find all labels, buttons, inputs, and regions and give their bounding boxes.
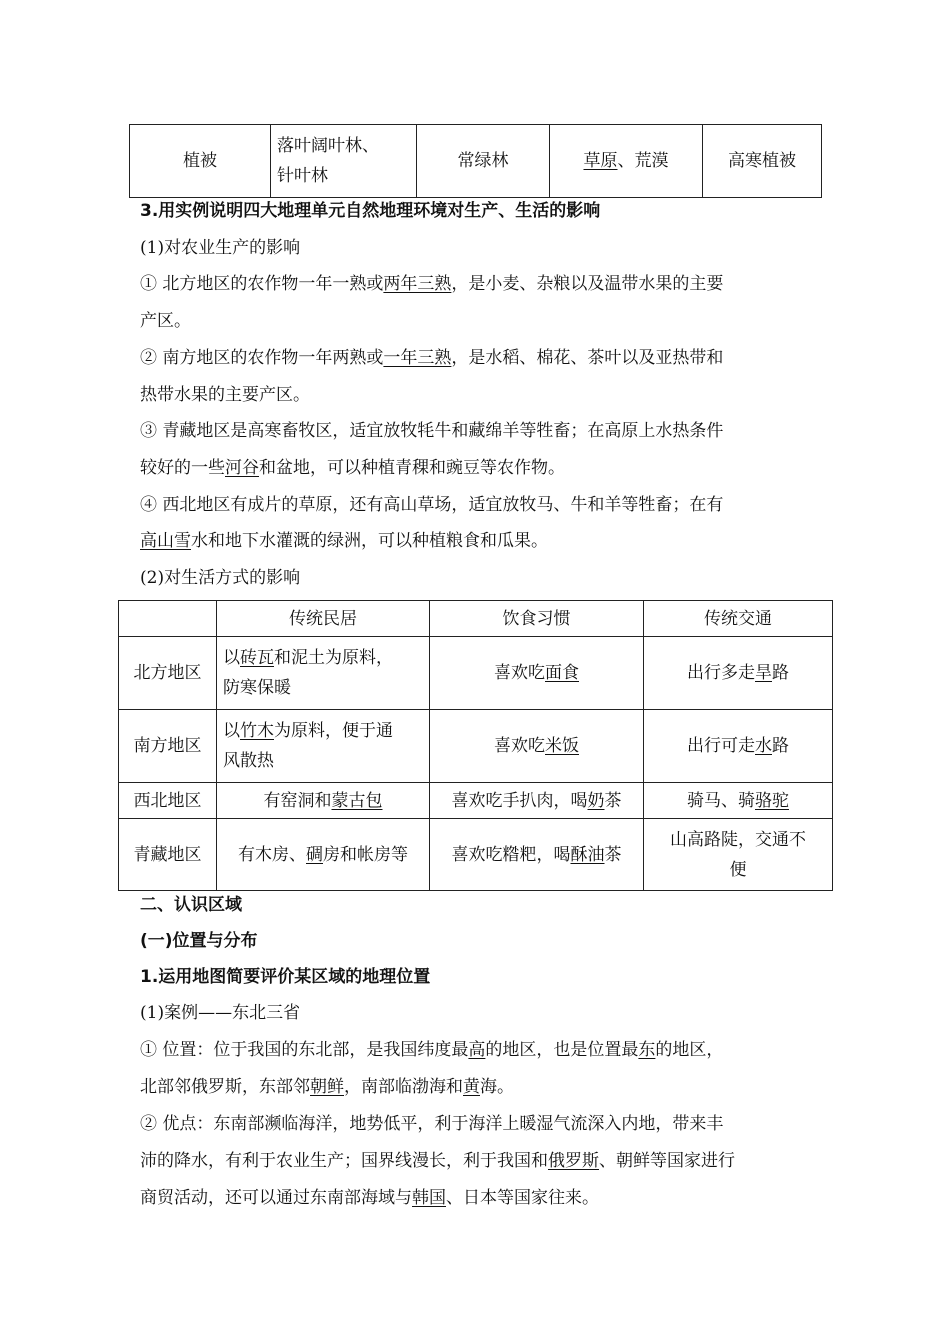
table-cell [271,125,417,198]
underlined-answer: 面食 [545,663,579,683]
part-heading: 二、认识区域 [140,895,242,915]
text: 海。 [480,1077,514,1097]
paragraph-line [140,1032,820,1068]
table-cell: 常绿林 [417,125,550,198]
text: 、朝鲜等国家进行 [599,1151,735,1171]
cell-line [223,716,423,746]
cell-line [223,643,423,673]
text: 沛的降水，有利于农业生产；国界线漫长，利于我国和 [140,1151,548,1171]
subheading: (1)对农业生产的影响 [140,238,301,258]
row-header: 西北地区 [119,783,217,819]
text: 以 [223,648,240,668]
underlined-answer: 黄 [463,1077,480,1097]
text: 较好的一些 [140,458,225,478]
paragraph-line [140,1143,820,1179]
text: 为原料，便于通 [274,721,393,741]
table-cell [430,783,644,819]
paragraph-line: ④ 西北地区有成片的草原，还有高山草场，适宜放牧马、牛和羊等牲畜；在有 [140,495,724,515]
cell-line: 山高路陡，交通不 [670,829,806,850]
paragraph-line [140,1069,820,1105]
underlined-answer: 韩国 [412,1188,446,1208]
table-header-row [119,601,833,637]
table-row [119,819,833,891]
text: ，南部临渤海和 [344,1077,463,1097]
column-header: 饮食习惯 [430,601,644,637]
underlined-answer: 旱 [755,663,772,683]
text: ① 北方地区的农作物一年一熟或 [140,274,384,294]
vegetation-table [129,124,822,198]
underlined-answer: 高山雪 [140,531,191,551]
underlined-answer: 蒙古包 [331,790,383,811]
underlined-answer: 俄罗斯 [548,1151,599,1171]
text: 的地区，也是位置最 [485,1040,639,1060]
table-cell [550,125,703,198]
text: 出行可走 [687,736,755,756]
text: ，是小麦、杂粮以及温带水果的主要 [451,274,724,294]
underlined-answer: 高 [468,1040,486,1060]
text: 的地区， [655,1040,724,1060]
text: 北部邻俄罗斯，东部邻 [140,1077,310,1097]
table-row [119,710,833,783]
text: ② 南方地区的农作物一年两熟或 [140,348,384,368]
paragraph-line [140,340,820,376]
column-header: 传统交通 [644,601,833,637]
text: 水和地下水灌溉的绿洲，可以种植粮食和瓜果。 [191,531,548,551]
underlined-answer: 两年三熟 [383,274,452,294]
table-row [119,783,833,819]
table-row [130,125,822,198]
table-cell [430,710,644,783]
text: 和盆地，可以种植青稞和豌豆等农作物。 [259,458,565,478]
paragraph-line [140,450,820,486]
paragraph-line [140,523,820,559]
text: 喜欢吃手扒肉，喝 [451,790,588,811]
table-row [119,637,833,710]
text: 出行多走 [687,663,755,683]
underlined-answer: 酥油 [570,844,605,865]
table-cell [644,637,833,710]
section-heading: (一)位置与分布 [140,931,258,951]
table-cell [644,783,833,819]
table-cell [217,637,430,710]
table-cell: 植被 [130,125,271,198]
table-cell [217,710,430,783]
cell-line: 便 [729,859,747,880]
table-cell [217,783,430,819]
paragraph-line: ③ 青藏地区是高寒畜牧区，适宜放牧牦牛和藏绵羊等牲畜；在高原上水热条件 [140,421,724,441]
text: ，是水稻、棉花、茶叶以及亚热带和 [451,348,724,368]
table-cell [119,601,217,637]
table-cell [644,710,833,783]
text: 有木房、 [238,844,306,865]
table-cell [644,819,833,891]
text: 喜欢吃糌粑，喝 [451,844,571,865]
text: 路 [772,736,789,756]
underlined-answer: 奶 [587,790,605,811]
underlined-answer: 米饭 [545,736,579,756]
underlined-answer: 东 [638,1040,656,1060]
paragraph-line: 产区。 [140,311,191,331]
text: 路 [772,663,789,683]
text: 喜欢吃 [494,736,545,756]
table-cell [430,819,644,891]
paragraph-line [140,266,820,302]
underlined-answer: 竹木 [240,721,274,741]
table-cell [430,637,644,710]
text: 和泥土为原料， [274,648,393,668]
underlined-answer: 碉 [306,844,323,865]
text: 商贸活动，还可以通过东南部海域与 [140,1188,412,1208]
row-header: 青藏地区 [119,819,217,891]
text: 、日本等国家往来。 [446,1188,599,1208]
text: ① 位置：位于我国的东北部，是我国纬度最 [140,1040,469,1060]
text: 茶 [604,790,622,811]
underlined-answer: 河谷 [225,458,259,478]
text: 茶 [604,844,622,865]
underlined-answer: 一年三熟 [383,348,452,368]
cell-line: 防寒保暖 [223,678,291,698]
text: 以 [223,721,240,741]
cell-line: 落叶阔叶林、 [277,136,379,156]
text: 房和帐房等 [323,844,408,865]
paragraph-line [140,1180,820,1216]
paragraph-line: 热带水果的主要产区。 [140,385,310,405]
section-heading: 1.运用地图简要评价某区域的地理位置 [140,967,431,987]
text: 有窑洞和 [263,790,332,811]
row-header: 北方地区 [119,637,217,710]
underlined-answer: 砖瓦 [240,648,274,668]
lifestyle-table [118,600,833,891]
text: 喜欢吃 [494,663,545,683]
cell-line: 针叶林 [277,166,328,186]
section-heading: 3.用实例说明四大地理单元自然地理环境对生产、生活的影响 [140,201,601,221]
underlined-answer: 朝鲜 [310,1077,344,1097]
underlined-answer: 草原 [583,151,618,171]
cell-text: 、荒漠 [617,151,669,171]
cell-line: 风散热 [223,751,274,771]
table-cell [217,819,430,891]
subheading: (2)对生活方式的影响 [140,568,301,588]
paragraph-line: ② 优点：东南部濒临海洋，地势低平，利于海洋上暖湿气流深入内地，带来丰 [140,1114,724,1134]
column-header: 传统民居 [217,601,430,637]
text: 骑马、骑 [687,790,755,811]
row-header: 南方地区 [119,710,217,783]
table-cell: 高寒植被 [703,125,822,198]
subheading: (1)案例——东北三省 [140,1003,301,1023]
underlined-answer: 骆驼 [755,790,789,811]
underlined-answer: 水 [755,736,772,756]
